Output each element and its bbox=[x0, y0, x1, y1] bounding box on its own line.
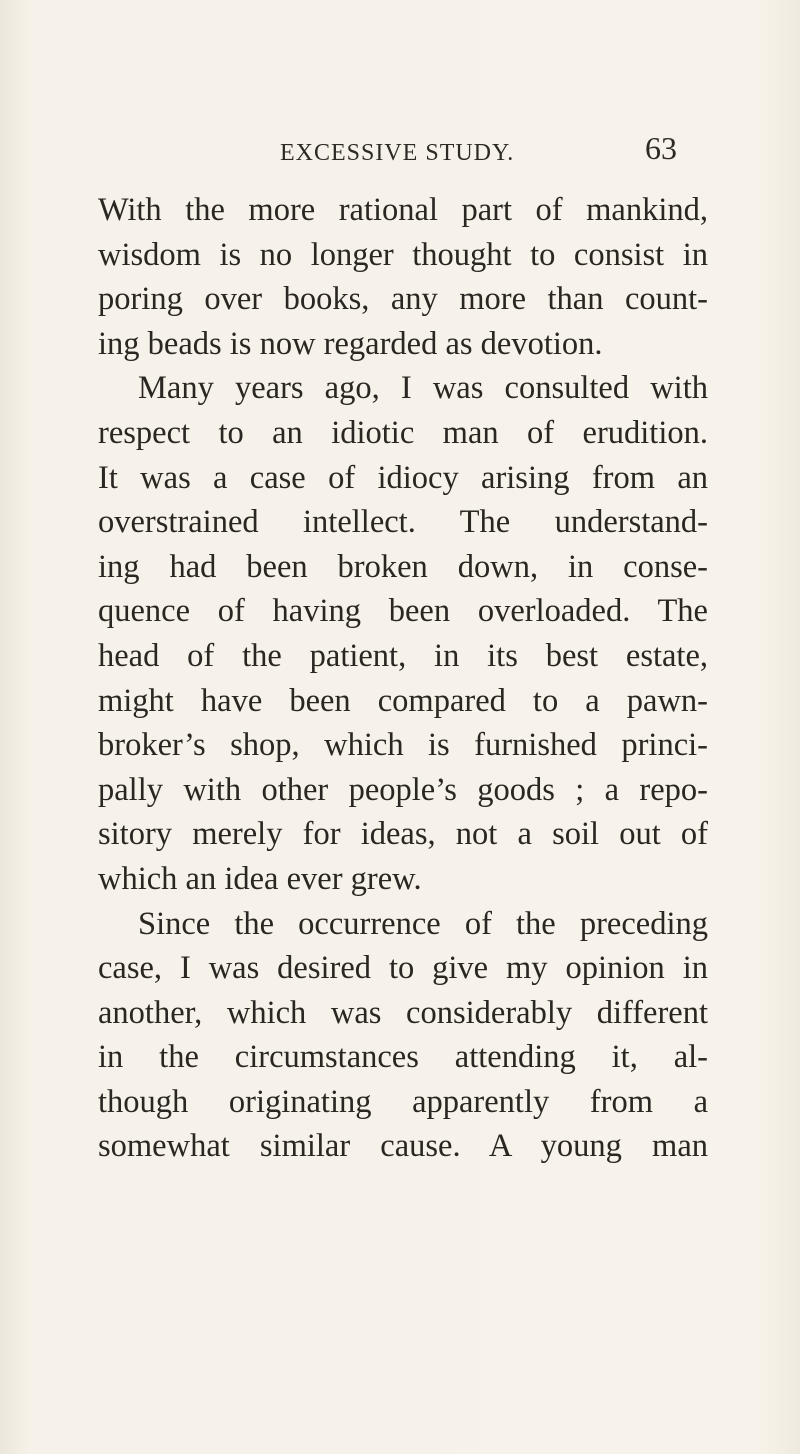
running-title: EXCESSIVE STUDY. bbox=[280, 140, 515, 166]
text-line: case, I was desired to give my opinion in bbox=[98, 950, 708, 987]
page-number: 63 bbox=[645, 130, 677, 166]
text-line: might have been compared to a pawn- bbox=[98, 682, 708, 719]
text-line: another, which was considerably different bbox=[98, 994, 708, 1031]
body-text bbox=[98, 188, 708, 1169]
text-line: somewhat similar cause. A young man bbox=[98, 1128, 708, 1165]
text-line: wisdom is no longer thought to consist in bbox=[98, 236, 708, 273]
text-line: head of the patient, in its best estate, bbox=[98, 637, 708, 674]
text-line: though originating apparently from a bbox=[98, 1083, 708, 1120]
text-line: With the more rational part of mankind, bbox=[98, 192, 708, 228]
text-line: in the circumstances attending it, al- bbox=[98, 1039, 708, 1076]
text-line: respect to an idiotic man of erudition. bbox=[98, 414, 708, 451]
text-line: ing had been broken down, in conse- bbox=[98, 548, 708, 585]
text-line: ing beads is now regarded as devotion. bbox=[98, 325, 603, 362]
text-line: overstrained intellect. The understand- bbox=[98, 504, 708, 541]
text-line: poring over books, any more than count- bbox=[98, 281, 708, 318]
text-line: sitory merely for ideas, not a soil out of bbox=[98, 816, 708, 853]
text-line: pally with other people’s goods ; a repo- bbox=[98, 771, 708, 808]
text-line: Many years ago, I was consulted with bbox=[138, 370, 708, 407]
running-head bbox=[250, 130, 677, 170]
text-line: broker’s shop, which is furnished princi- bbox=[98, 727, 708, 764]
text-line: quence of having been overloaded. The bbox=[98, 593, 708, 630]
text-line: which an idea ever grew. bbox=[98, 860, 422, 897]
text-line: Since the occurrence of the preceding bbox=[138, 905, 708, 942]
text-line: It was a case of idiocy arising from an bbox=[98, 459, 708, 496]
